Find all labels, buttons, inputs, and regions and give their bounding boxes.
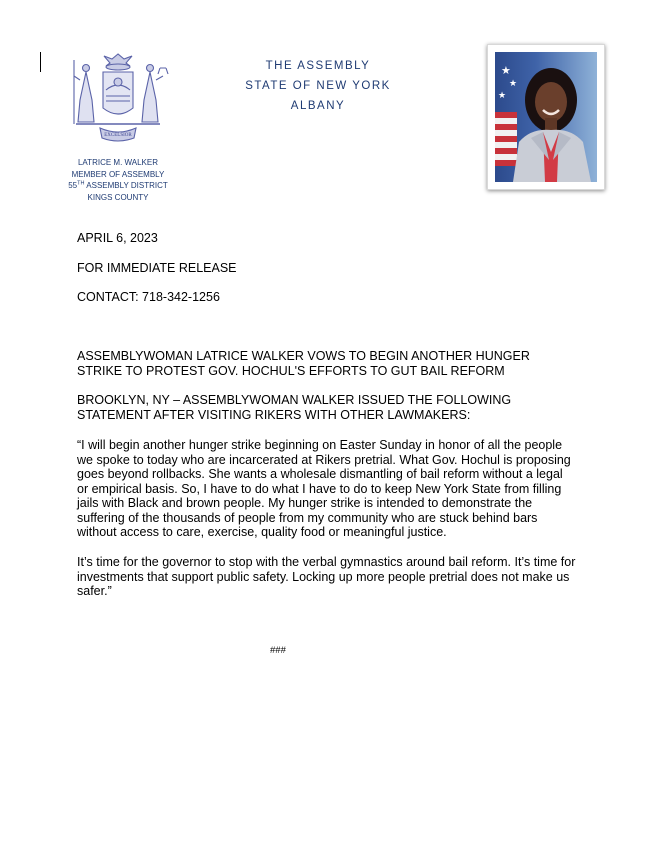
member-district: 55TH ASSEMBLY DISTRICT (68, 180, 168, 190)
header-line-state: STATE OF NEW YORK (245, 80, 391, 92)
svg-text:★: ★ (498, 90, 507, 100)
svg-text:★: ★ (509, 78, 518, 88)
text-cursor (40, 52, 41, 72)
portrait-photo-icon (495, 52, 597, 182)
state-seal-logo (66, 50, 170, 144)
headline: ASSEMBLYWOMAN LATRICE WALKER VOWS TO BEGIN ANOTHER HUNGER STRIKE TO PROTEST GOV. HOCHUL'S EFFORTS TO GUT BAIL REFORM (77, 349, 530, 378)
release-date: APRIL 6, 2023 (77, 231, 158, 245)
body-paragraph-1: “I will begin another hunger strike beginning on Easter Sunday in honor of all the people we spoke to today who are incarcerated at Rikers pretrial. What Gov. Hochul is proposing goes beyond rollbacks. She wants a wholesale dismantling of bail reform without a legal or empirical basis. So, I have to do what I have to do to keep New York State from filling jails with Black and brown people. My hunger strike is intended to demonstrate the suffering of the thousands of people from my community who are stuck behind bars without access to care, exercise, quality food or meaningful justice. (77, 438, 571, 539)
contact-line: CONTACT: 718-342-1256 (77, 290, 220, 304)
svg-text:★: ★ (501, 65, 511, 77)
member-title: MEMBER OF ASSEMBLY (71, 169, 165, 179)
member-info (40, 157, 196, 203)
new-york-state-seal-icon (66, 50, 170, 144)
assembly-header (230, 56, 406, 116)
portrait-frame (487, 44, 605, 190)
header-line-assembly: THE ASSEMBLY (265, 60, 371, 72)
member-name: LATRICE M. WALKER (77, 158, 158, 167)
member-county: KINGS COUNTY (87, 192, 149, 202)
end-mark: ### (270, 645, 286, 656)
body-paragraph-2: It’s time for the governor to stop with the verbal gymnastics around bail reform. It’s time for investments that support public safety. Locking up more people pretrial does not make us safer.” (77, 555, 576, 598)
seal-motto: EXCELSIOR (104, 133, 132, 138)
dateline: BROOKLYN, NY – ASSEMBLYWOMAN WALKER ISSUED THE FOLLOWING STATEMENT AFTER VISITING RIKERS WITH OTHER LAWMAKERS: (77, 393, 512, 422)
release-type: FOR IMMEDIATE RELEASE (77, 261, 237, 275)
header-line-albany: ALBANY (290, 100, 346, 112)
